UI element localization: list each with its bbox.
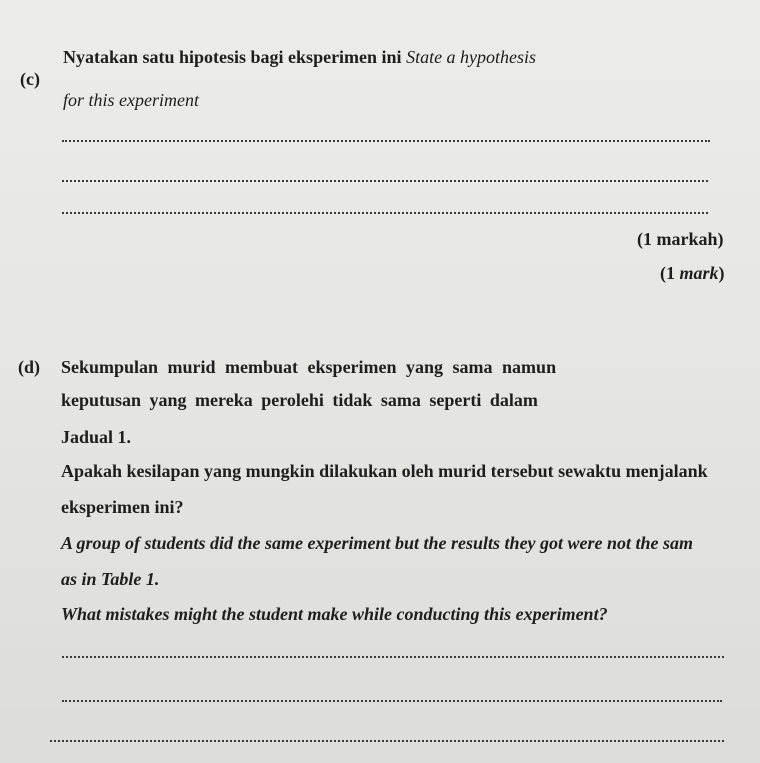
part-d-en-line2: as in Table 1. [61,569,160,589]
part-c-question-en-line2: for this experiment [63,90,199,110]
answer-line-d2 [62,700,722,702]
part-d-ms-line2: keputusan yang mereka perolehi tidak sama seperti dalam [61,390,538,410]
part-d-ms-line4: Apakah kesilapan yang mungkin dilakukan oleh murid tersebut sewaktu menjalank [61,461,708,481]
part-d-label: (d) [18,357,40,377]
part-c-question-ms-emphasis: satu [142,47,175,67]
part-c-question-ms-rest: hipotesis bagi eksperimen ini [179,47,402,67]
part-c-question [63,46,536,68]
part-c-question-ms-prefix: Nyatakan [63,47,139,67]
part-d-en-line3: What mistakes might the student make while conducting this experiment? [61,604,608,624]
show-through-text [320,190,324,206]
answer-line-c2 [62,180,708,182]
part-d-ms-line3: Jadual 1. [61,427,132,447]
answer-line-c1 [62,140,710,142]
part-d-en-line1: A group of students did the same experiment but the results they got were not the sam [61,533,694,553]
answer-line-d1 [62,656,724,658]
part-c-marks-en: (1 mark) [660,263,725,283]
part-d-ms-line5: eksperimen ini? [61,497,184,517]
part-c-question-en-line1: State a hypothesis [406,47,537,67]
part-c-marks-ms: (1 markah) [637,229,724,249]
part-c-label: (c) [20,69,40,89]
answer-line-d3 [50,740,724,742]
answer-line-c3 [62,212,708,214]
part-d-ms-line1: Sekumpulan murid membuat eksperimen yang sama namun [61,357,557,377]
